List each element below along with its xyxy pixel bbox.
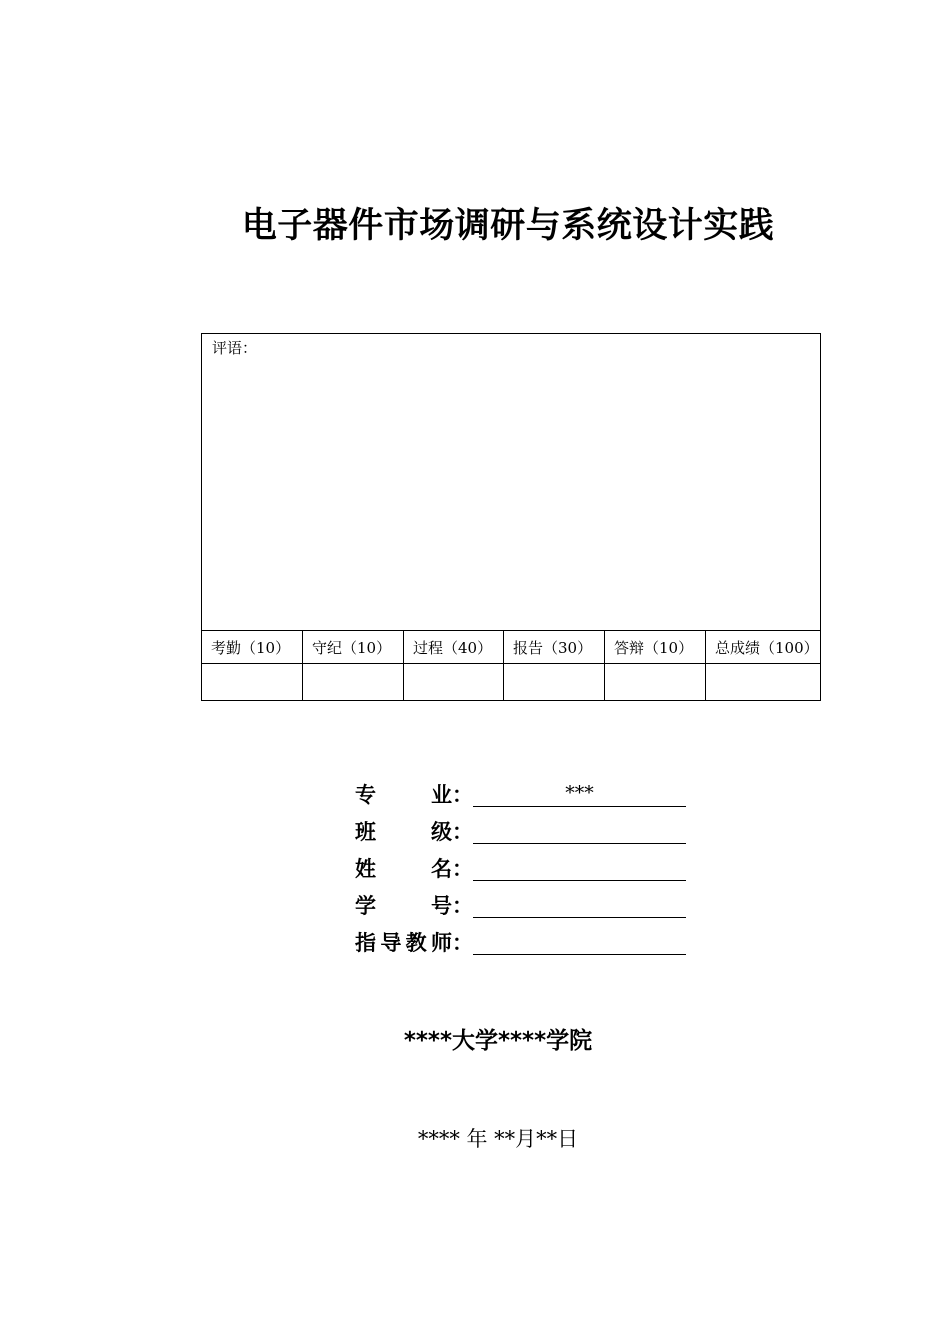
value-defense[interactable]	[605, 664, 706, 701]
document-title: 电子器件市场调研与系统设计实践	[241, 206, 775, 246]
advisor-field[interactable]	[473, 928, 686, 955]
value-report[interactable]	[504, 664, 605, 701]
value-discipline[interactable]	[303, 664, 404, 701]
comment-label: 评语：	[212, 339, 258, 357]
comment-row	[202, 334, 821, 631]
advisor-label	[355, 927, 473, 957]
name-label	[355, 853, 473, 883]
major-label	[355, 779, 473, 809]
class-field[interactable]	[473, 817, 686, 844]
label-char: 号	[431, 893, 452, 918]
document-date: **** 年 **月**日	[417, 1127, 579, 1151]
label-char: 师	[430, 930, 452, 955]
info-row-advisor	[355, 923, 686, 960]
label-char: 业	[431, 782, 452, 807]
class-label	[355, 816, 473, 846]
header-discipline: 守纪（10）	[303, 631, 404, 664]
label-colon: ：	[452, 893, 473, 918]
grade-table	[201, 333, 821, 701]
value-process[interactable]	[404, 664, 504, 701]
header-total: 总成绩（100）	[706, 631, 821, 664]
header-attendance: 考勤（10）	[202, 631, 303, 664]
info-row-name	[355, 849, 686, 886]
label-char: 学	[355, 893, 376, 918]
label-colon: ：	[452, 782, 473, 807]
college-name: ****大学****学院	[403, 1028, 593, 1054]
label-char: 导	[380, 930, 402, 955]
label-colon: ：	[452, 819, 473, 844]
score-header-row	[202, 631, 821, 664]
label-colon: ：	[452, 930, 473, 955]
value-total[interactable]	[706, 664, 821, 701]
student-info	[355, 775, 686, 960]
info-row-major	[355, 775, 686, 812]
info-row-class	[355, 812, 686, 849]
label-char: 班	[355, 819, 376, 844]
header-defense: 答辩（10）	[605, 631, 706, 664]
comment-cell[interactable]	[202, 334, 821, 631]
major-field[interactable]: ***	[473, 780, 686, 807]
header-report: 报告（30）	[504, 631, 605, 664]
name-field[interactable]	[473, 854, 686, 881]
label-char: 指	[355, 930, 376, 955]
info-row-student-id	[355, 886, 686, 923]
label-char: 姓	[355, 856, 376, 881]
student-id-field[interactable]	[473, 891, 686, 918]
label-char: 名	[431, 856, 452, 881]
header-process: 过程（40）	[404, 631, 504, 664]
student-id-label	[355, 890, 473, 920]
label-char: 专	[355, 782, 376, 807]
label-char: 教	[405, 930, 427, 955]
score-value-row	[202, 664, 821, 701]
label-char: 级	[431, 819, 452, 844]
label-colon: ：	[452, 856, 473, 881]
value-attendance[interactable]	[202, 664, 303, 701]
